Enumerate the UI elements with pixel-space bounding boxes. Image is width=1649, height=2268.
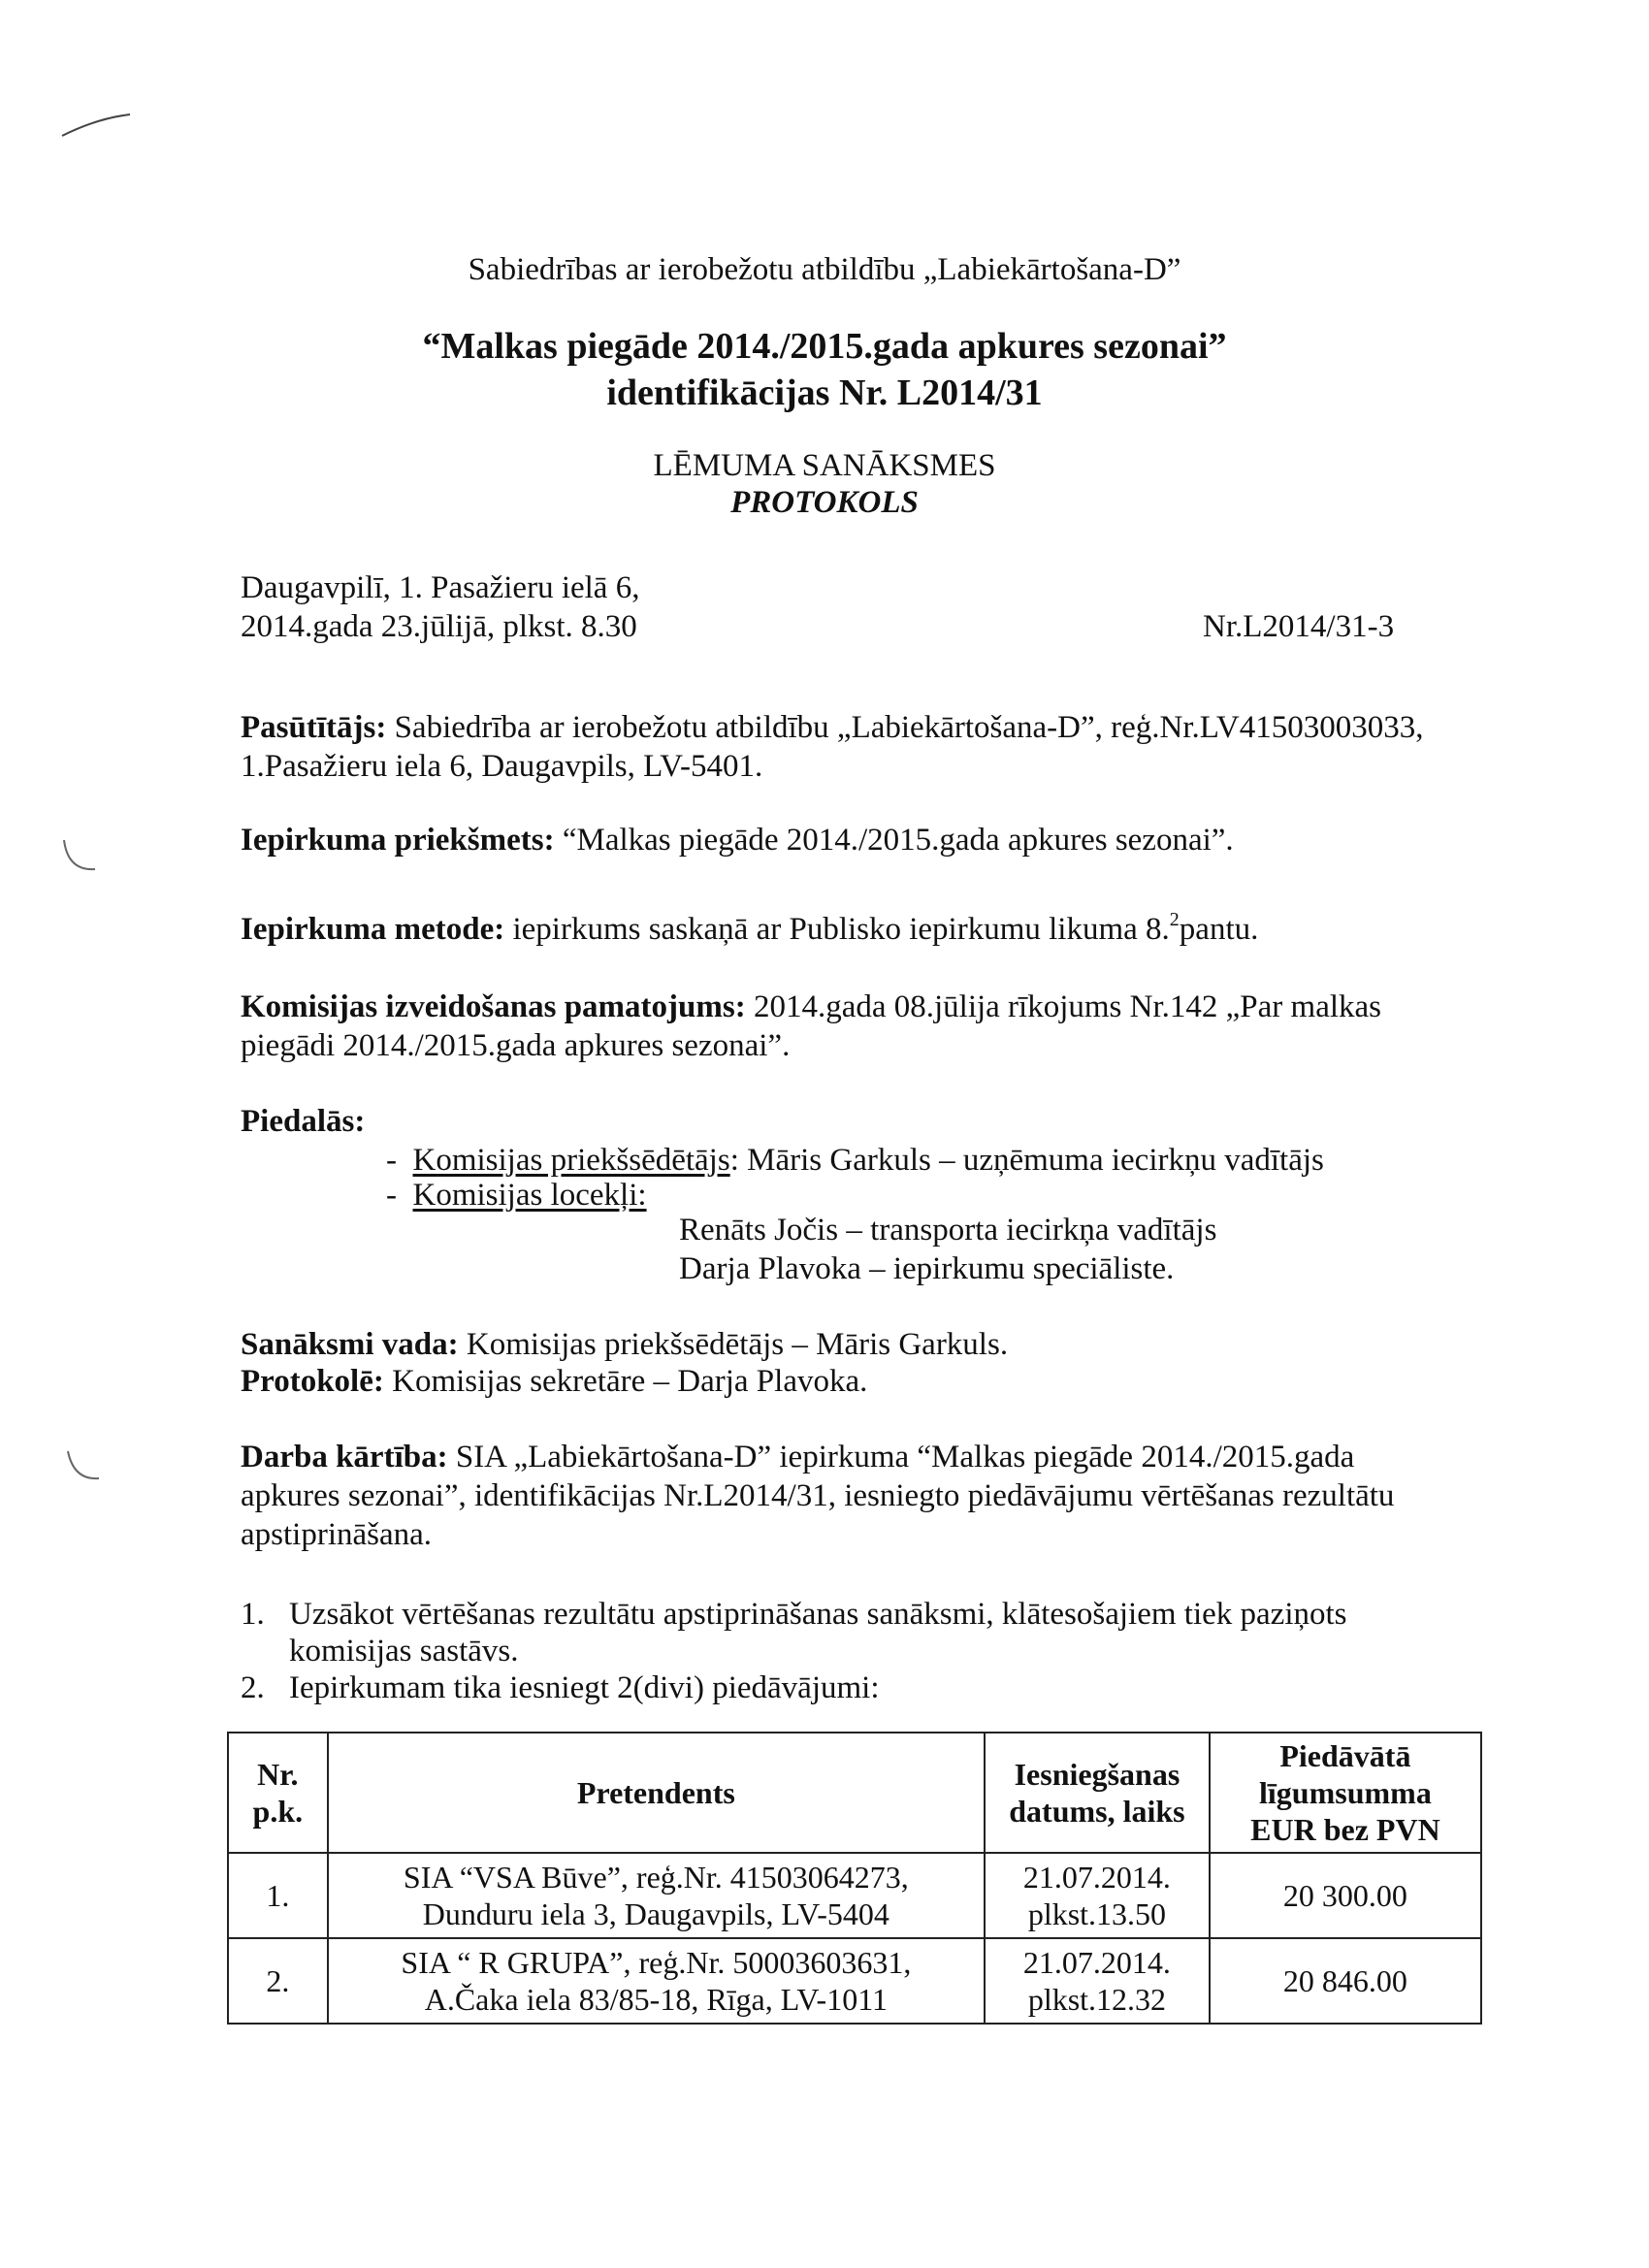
cell-datums bbox=[985, 1853, 1210, 1938]
cell-pretendents-line1: SIA “VSA Būve”, reģ.Nr. 41503064273, bbox=[403, 1860, 909, 1895]
cell-pretendents bbox=[328, 1853, 985, 1938]
method-text-end: pantu. bbox=[1179, 912, 1259, 947]
header-datums bbox=[985, 1733, 1210, 1853]
header-nr-line2: p.k. bbox=[252, 1794, 304, 1829]
header-pretendents: Pretendents bbox=[328, 1733, 985, 1853]
doc-subtype: PROTOKOLS bbox=[730, 485, 919, 520]
subject-label: Iepirkuma priekšmets: bbox=[241, 823, 555, 858]
customer-line bbox=[241, 708, 1492, 747]
agenda-text-3: apstiprināšana. bbox=[241, 1517, 433, 1552]
customer-text: Sabiedrība ar ierobežotu atbildību „Labiekārtošana-D”, reģ.Nr.LV41503003033, bbox=[394, 710, 1424, 745]
header-summa-line3: EUR bez PVN bbox=[1250, 1812, 1440, 1847]
commission-basis-text-2: piegādi 2014./2015.gada apkures sezonai”. bbox=[241, 1028, 791, 1063]
list-item: Uzsākot vērtēšanas rezultātu apstiprināšanas sanāksmi, klātesošajiem tiek paziņots bbox=[289, 1597, 1347, 1632]
list-item-number: 1. bbox=[241, 1597, 265, 1632]
header-summa-line1: Piedāvātā bbox=[1279, 1738, 1411, 1773]
pen-stroke-mark bbox=[58, 107, 136, 146]
subject-text: “Malkas piegāde 2014./2015.gada apkures sezonai”. bbox=[562, 823, 1234, 858]
header-nr-line1: Nr. bbox=[257, 1757, 299, 1792]
header-datums-line1: Iesniegšanas bbox=[1014, 1757, 1180, 1792]
chair-line bbox=[386, 1141, 1324, 1180]
cell-summa: 20 846.00 bbox=[1210, 1938, 1481, 2024]
method-superscript: 2 bbox=[1169, 909, 1180, 930]
cell-pretendents-line2: A.Čaka iela 83/85-18, Rīga, LV-1011 bbox=[424, 1982, 888, 2017]
cell-datums-line2: plkst.13.50 bbox=[1027, 1896, 1167, 1931]
bullet-dash: - bbox=[386, 1143, 413, 1178]
meeting-place: Daugavpilī, 1. Pasažieru ielā 6, bbox=[241, 570, 640, 605]
company-name: Sabiedrības ar ierobežotu atbildību „Labiekārtošana-D” bbox=[468, 252, 1181, 287]
chairperson-label: Sanāksmi vada: bbox=[241, 1327, 459, 1362]
customer-label: Pasūtītājs: bbox=[241, 710, 387, 745]
secretary-text: Komisijas sekretāre – Darja Plavoka. bbox=[392, 1364, 868, 1399]
punch-hole-mark-top bbox=[56, 834, 105, 883]
participants-label: Piedalās: bbox=[241, 1104, 366, 1139]
method-line bbox=[241, 910, 1258, 949]
method-text: iepirkums saskaņā ar Publisko iepirkumu likuma 8. bbox=[512, 912, 1170, 947]
header-nr bbox=[228, 1733, 328, 1853]
commission-basis-label: Komisijas izveidošanas pamatojums: bbox=[241, 989, 746, 1024]
cell-pretendents bbox=[328, 1938, 985, 2024]
cell-nr: 2. bbox=[228, 1938, 328, 2024]
agenda-label: Darba kārtība: bbox=[241, 1440, 448, 1474]
chair-role: Komisijas priekšsēdētājs bbox=[412, 1143, 730, 1178]
members-line bbox=[386, 1176, 647, 1215]
cell-summa: 20 300.00 bbox=[1210, 1853, 1481, 1938]
secretary-label: Protokolē: bbox=[241, 1364, 384, 1399]
punch-hole-mark-bottom bbox=[60, 1445, 109, 1494]
header-summa-line2: līgumsumma bbox=[1259, 1775, 1432, 1810]
agenda-text: SIA „Labiekārtošana-D” iepirkuma “Malkas piegāde 2014./2015.gada bbox=[455, 1440, 1355, 1474]
commission-basis-text: 2014.gada 08.jūlija rīkojums Nr.142 „Par malkas bbox=[753, 989, 1381, 1024]
cell-datums bbox=[985, 1938, 1210, 2024]
bullet-dash: - bbox=[386, 1178, 413, 1213]
subject-line bbox=[241, 821, 1234, 859]
member-2: Darja Plavoka – iepirkumu speciāliste. bbox=[679, 1251, 1175, 1286]
member-1: Renāts Jočis – transporta iecirkņa vadītājs bbox=[679, 1213, 1217, 1247]
method-label: Iepirkuma metode: bbox=[241, 912, 505, 947]
cell-datums-line1: 21.07.2014. bbox=[1022, 1860, 1171, 1895]
identification-number: identifikācijas Nr. L2014/31 bbox=[606, 373, 1043, 413]
list-item-number: 2. bbox=[241, 1670, 265, 1705]
chair-text: : Māris Garkuls – uzņēmuma iecirkņu vadītājs bbox=[729, 1143, 1324, 1178]
customer-address: 1.Pasažieru iela 6, Daugavpils, LV-5401. bbox=[241, 749, 763, 784]
cell-datums-line1: 21.07.2014. bbox=[1022, 1945, 1171, 1980]
list-item: Iepirkumam tika iesniegt 2(divi) piedāvājumi: bbox=[289, 1670, 880, 1705]
header-datums-line2: datums, laiks bbox=[1009, 1794, 1185, 1829]
header-summa bbox=[1210, 1733, 1481, 1853]
document-title: “Malkas piegāde 2014./2015.gada apkures sezonai” bbox=[422, 326, 1227, 367]
protocol-number: Nr.L2014/31-3 bbox=[1203, 609, 1395, 644]
table-row bbox=[228, 1853, 1481, 1938]
table-row bbox=[228, 1938, 1481, 2024]
cell-pretendents-line2: Dunduru iela 3, Daugavpils, LV-5404 bbox=[422, 1896, 889, 1931]
secretary-line bbox=[241, 1362, 867, 1401]
agenda-line bbox=[241, 1438, 1492, 1476]
chairperson-line bbox=[241, 1325, 1008, 1364]
table-header-row bbox=[228, 1733, 1481, 1853]
cell-datums-line2: plkst.12.32 bbox=[1027, 1982, 1167, 2017]
doc-type: LĒMUMA SANĀKSMES bbox=[653, 448, 996, 483]
list-item-continuation: komisijas sastāvs. bbox=[289, 1634, 519, 1669]
bids-table bbox=[227, 1732, 1482, 2025]
members-role: Komisijas locekļi: bbox=[412, 1178, 647, 1213]
commission-basis-line bbox=[241, 988, 1492, 1026]
cell-pretendents-line1: SIA “ R GRUPA”, reģ.Nr. 50003603631, bbox=[401, 1945, 912, 1980]
chairperson-text: Komisijas priekšsēdētājs – Māris Garkuls. bbox=[466, 1327, 1009, 1362]
meeting-datetime: 2014.gada 23.jūlijā, plkst. 8.30 bbox=[241, 609, 637, 644]
agenda-text-2: apkures sezonai”, identifikācijas Nr.L2014/31, iesniegto piedāvājumu vērtēšanas rezultātu bbox=[241, 1478, 1395, 1513]
cell-nr: 1. bbox=[228, 1853, 328, 1938]
